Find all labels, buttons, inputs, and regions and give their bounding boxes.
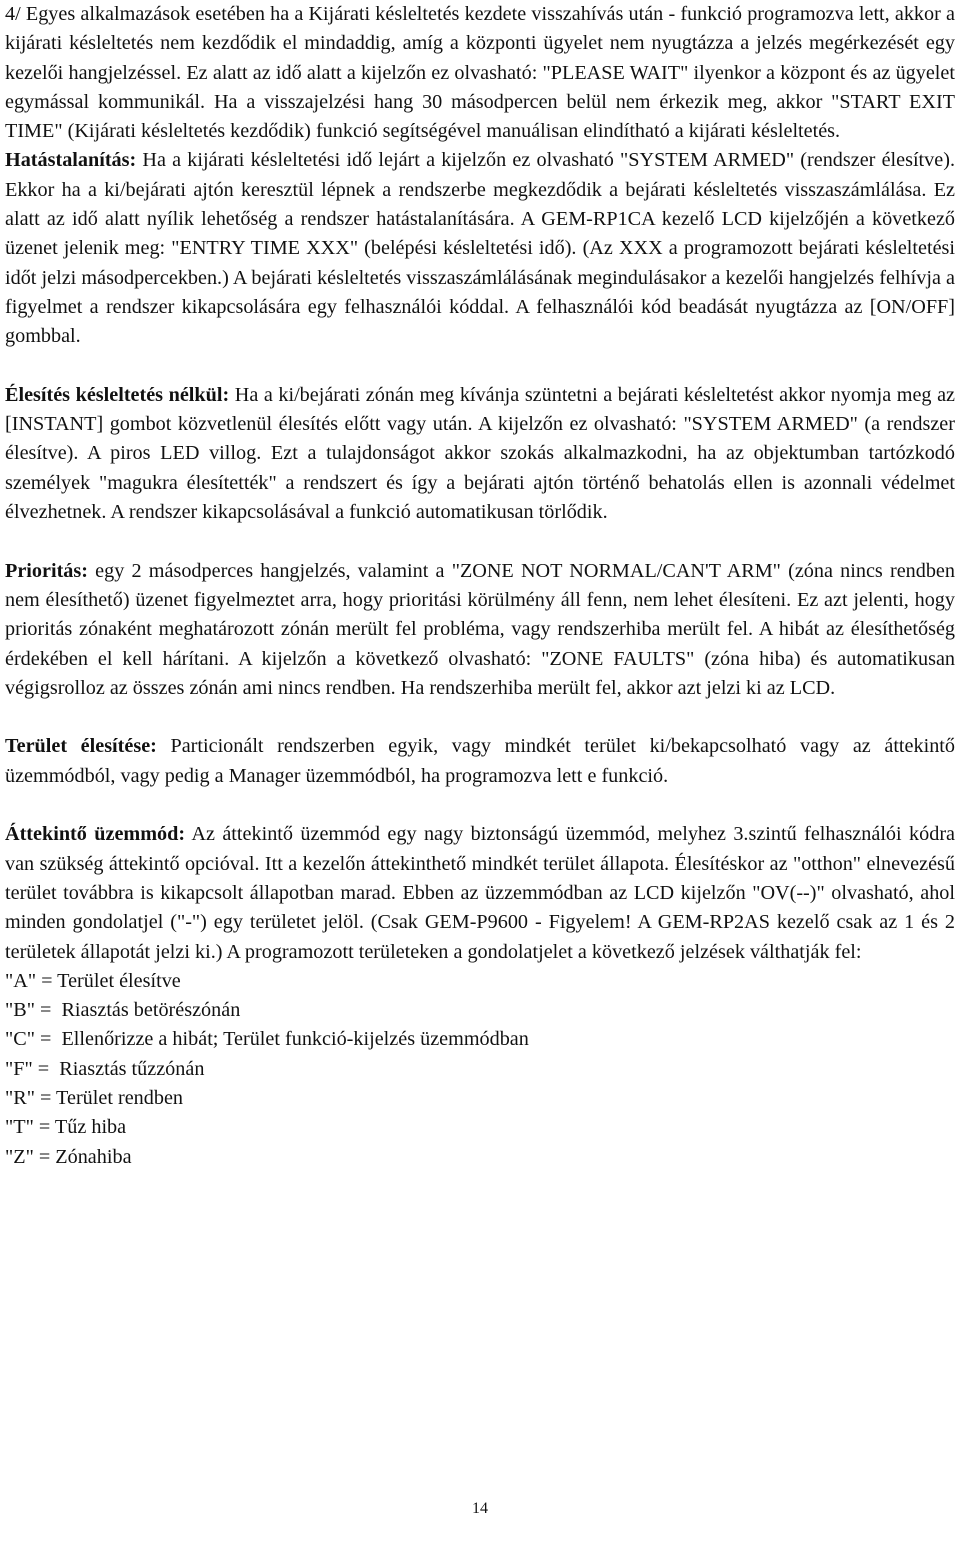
paragraph-overview-mode bbox=[5, 820, 955, 966]
paragraph-instant-arming bbox=[5, 381, 955, 527]
legend-item: "F" = Riasztás tűzzónán bbox=[5, 1057, 205, 1080]
paragraph-disarming-text: Ha a kijárati késleltetési idő lejárt a kijelzőn ez olvasható "SYSTEM ARMED" (rendszer élesítve). Ekkor ha a ki/bejárati ajtón keresztül lépnek a rendszerbe megkezdődik a bejárati késleltetés visszaszámlálása. Ez alatt az idő alatt nyílik lehetőség a rendszer hatástalanítására. A GEM-RP1CA kezelő LCD kijelzőjén a következő üzenet jelenik meg: "ENTRY TIME XXX" (belépési késleltetési idő). (Az XXX a programozott bejárati késleltetési időt jelzi másodpercekben.) A bejárati késleltetés visszaszámlálásának megindulásakor a kezelői hangjelzés felhívja a figyelmet a rendszer kikapcsolására egy felhasználói kóddal. A felhasználói kód beadását nyugtázza az [ON/OFF] gombbal. bbox=[5, 149, 955, 348]
status-legend bbox=[5, 967, 955, 1172]
legend-item: "A" = Terület élesítve bbox=[5, 969, 181, 992]
paragraph-spacer bbox=[5, 791, 955, 820]
paragraph-area-arming-text: Particionált rendszerben egyik, vagy mindkét terület ki/bekapcsolható vagy az áttekintő üzemmódból, vagy pedig a Manager üzemmódból, ha programozva lett e funkció. bbox=[5, 735, 955, 787]
paragraph-overview-mode-text: Az áttekintő üzemmód egy nagy biztonságú üzemmód, melyhez 3.szintű felhasználói kódra van szükség áttekintő opcióval. Itt a kezelőn áttekinthető mindkét terület állapota. Élesítéskor az "otthon" elnevezésű terület továbbra is kikapcsolt állapotban marad. Ebben az üzzemmódban az LCD kijelzőn "OV(--)" olvasható, ahol minden gondolatjel ("-") egy területet jelöl. (Csak GEM-P9600 - Figyelem! A GEM-RP2AS kezelő csak az 1 és 2 területek állapotát jelzi ki.) A programozott területeken a gondolatjelet a következő jelzések válthatják fel: bbox=[5, 823, 955, 963]
paragraph-priority bbox=[5, 557, 955, 703]
legend-item: "Z" = Zónahiba bbox=[5, 1145, 132, 1168]
paragraph-spacer bbox=[5, 527, 955, 556]
page-number: 14 bbox=[472, 1500, 488, 1517]
heading-priority: Prioritás: bbox=[5, 559, 88, 582]
heading-area-arming: Terület élesítése: bbox=[5, 735, 157, 758]
legend-item: "B" = Riasztás betörészónán bbox=[5, 999, 241, 1022]
paragraph-disarming bbox=[5, 146, 955, 351]
document-page bbox=[5, 0, 955, 1172]
heading-disarming: Hatástalanítás: bbox=[5, 149, 137, 172]
paragraph-spacer bbox=[5, 703, 955, 732]
legend-item: "R" = Terület rendben bbox=[5, 1086, 183, 1109]
heading-overview-mode: Áttekintő üzemmód: bbox=[5, 823, 186, 846]
heading-instant-arming: Élesítés késleltetés nélkül: bbox=[5, 383, 230, 406]
legend-item: "T" = Tűz hiba bbox=[5, 1116, 127, 1139]
paragraph-exit-delay-text: 4/ Egyes alkalmazások esetében ha a Kijárati késleltetés kezdete visszahívás után - funkció programozva lett, akkor a kijárati késleltetés nem kezdődik el mindaddig, amíg a központi ügyelet nem nyugtázza a jelzés megérkezését egy kezelői hangjelzéssel. Ez alatt az idő alatt a kijelzőn ez olvasható: "PLEASE WAIT" ilyenkor a központ és az ügyelet egymással kommunikál. Ha a visszajelzési hang 30 másodpercen belül nem érkezik meg, akkor "START EXIT TIME" (Kijárati késleltetés kezdődik) funkció segítségével manuálisan elindítható a kijárati késleltetés. bbox=[5, 3, 955, 143]
legend-item: "C" = Ellenőrizze a hibát; Terület funkció-kijelzés üzemmódban bbox=[5, 1028, 529, 1051]
paragraph-exit-delay bbox=[5, 0, 955, 146]
paragraph-spacer bbox=[5, 352, 955, 381]
paragraph-area-arming bbox=[5, 732, 955, 791]
paragraph-priority-text: egy 2 másodperces hangjelzés, valamint a "ZONE NOT NORMAL/CAN'T ARM" (zóna nincs rendben nem élesíthető) üzenet figyelmeztet arra, hogy prioritási körülmény áll fenn, nem lehet élesíteni. Ez azt jelenti, hogy prioritás zónaként meghatározott zónán merült fel probléma, vagy rendszerhiba merült fel. A hibát az élesíthetőség érdekében el kell hárítani. A kijelzőn a következő olvasható: "ZONE FAULTS" (zóna hiba) és automatikusan végigsrolloz az összes zónán ami nincs rendben. Ha rendszerhiba merült fel, akkor azt jelzi ki az LCD. bbox=[5, 559, 955, 699]
paragraph-instant-arming-text: Ha a ki/bejárati zónán meg kívánja szüntetni a bejárati késleltetést akkor nyomja meg az [INSTANT] gombot közvetlenül élesítés előtt vagy után. A kijelzőn ez olvasható: "SYSTEM ARMED" (a rendszer élesítve). A piros LED villog. Ezt a tulajdonságot akkor szokás alkalmazkodni, ha az objektumban tartózkodó személyek "magukra élesítették" a rendszert és így a bejárati ajtón történő behatolás ellen is azonnali védelmet élvezhetnek. A rendszer kikapcsolásával a funkció automatikusan törlődik. bbox=[5, 383, 955, 524]
